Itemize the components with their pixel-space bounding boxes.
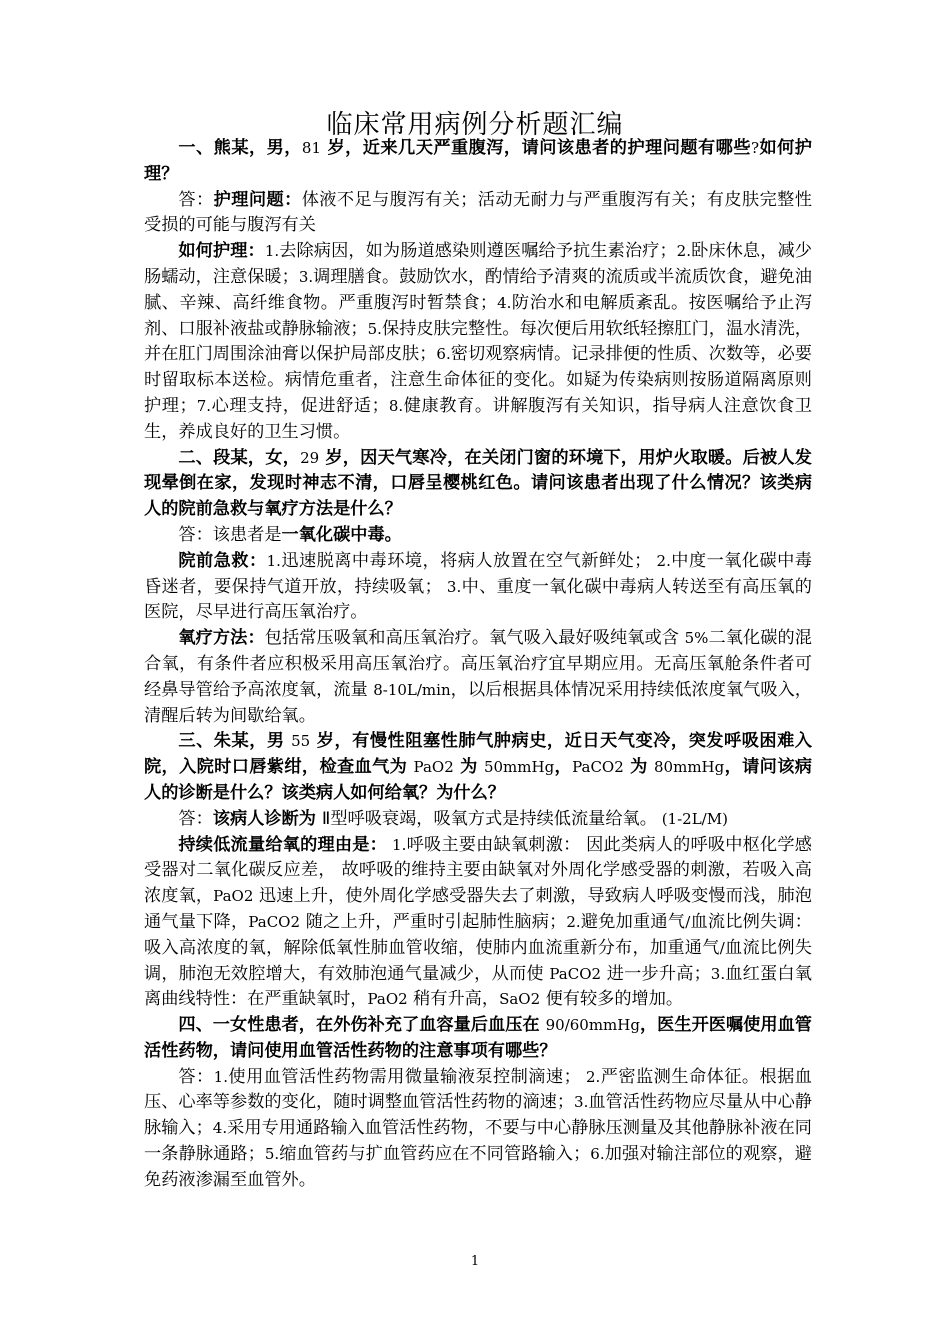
- bold-text: 如何护理？: [144, 138, 812, 184]
- bold-text: 岁，近来几天严重腹泻，请问该患者的护理问题有哪些: [321, 138, 751, 158]
- bold-text: 如何护理：: [178, 241, 265, 262]
- number-text: 8.: [388, 396, 404, 415]
- bold-text: 岁，因天气寒冷，在关闭门窗的环境下，用炉火取暖。后被人发现晕倒在家，发现时神志不清，口唇呈樱桃红色。请问该患者出现了什么情况？该类病人的院前急救与氧疗方法是什么？: [144, 447, 812, 520]
- text-run: 健康教育。讲解腹泻有关知识，指导病人注意饮食卫生，养成良好的卫生习惯。: [144, 395, 812, 442]
- text-run: 采用专用通路输入血管活性药物，不要与中心静脉压测量及其他静脉补液在同一条静脉通路；: [144, 1118, 812, 1165]
- number-text: 7.: [196, 396, 212, 415]
- text-run: 避免加重通气: [580, 911, 686, 932]
- number-text: /: [685, 912, 691, 931]
- text-run: 迅速上升，使外周化学感受器失去了刺激，导致病人呼吸变慢而浅，肺泡通气量下降，: [144, 886, 812, 932]
- number-text: 5%: [684, 629, 709, 648]
- number-text: 1.: [387, 835, 407, 854]
- bold-text: 三、朱某，男: [178, 731, 292, 752]
- text-run: ，以后根据具体情况采用持续低浓度氧气吸入，清醒后转为间歇给氧。: [144, 679, 812, 726]
- question-heading: [144, 729, 812, 806]
- text-run: Ⅱ型呼吸衰竭，吸氧方式是持续低流量给氧。: [321, 808, 657, 829]
- bold-text: 一、熊某，男，: [178, 138, 302, 158]
- answer-paragraph: [144, 188, 812, 240]
- text-run: 去除病因，如为肠道感染则遵医嘱给予抗生素治疗；: [279, 241, 677, 262]
- text-run: 加强对输注部位的观察，避免药液渗漏至血管外。: [144, 1144, 812, 1190]
- text-run: 密切观察病情。记录排便的性质、次数等，必要时留取标本送检。病情危重者，注意生命体征的变化。如疑为传染病则按肠道隔离原则护理；: [144, 344, 812, 416]
- number-text: 3.: [441, 577, 462, 596]
- number-text: PaCO2: [248, 912, 301, 931]
- text-run: 血红蛋白氧离曲线特性：在严重缺氧时，: [144, 963, 812, 1010]
- number-text: PaO2: [413, 758, 454, 777]
- page-number: 1: [470, 1254, 480, 1269]
- number-text: 90/60mmHg: [545, 1016, 640, 1035]
- number-text: 4.: [497, 293, 512, 312]
- bold-text: 岁，有慢性阻塞性肺气肿病史，近日天气变冷，突发呼吸困难入院，入院时口唇紫绀，检查血气为: [144, 731, 812, 778]
- bold-text: 该病人诊断为: [212, 808, 322, 829]
- number-text: 5.: [367, 319, 382, 338]
- number-text: 2.: [651, 551, 671, 570]
- answer-paragraph: [144, 833, 812, 1014]
- text-run: 答：: [178, 1066, 214, 1087]
- number-text: 1.: [266, 551, 281, 570]
- text-run: 血流比例失调，肺泡无效腔增大，有效肺泡通气量减少，从而使: [144, 937, 812, 984]
- text-run: 二氧化碳的混合氧，有条件者应积极采用高压氧治疗。高压氧治疗宜早期应用。无高压氧舱条件者可经鼻导管给予高浓度氧，流量: [144, 628, 812, 700]
- bold-text: ，医生开医嘱使用血管活性药物，请问使用血管活性药物的注意事项有哪些？: [144, 1015, 812, 1061]
- text-run: 包括常压吸氧和高压氧治疗。氧气吸入最好吸纯氧或含: [264, 628, 685, 649]
- number-text: 8-10L/min: [373, 680, 451, 699]
- text-run: 便有较多的增加。: [540, 989, 684, 1010]
- bold-text: 院前急救：: [178, 550, 267, 571]
- answer-paragraph: [144, 549, 812, 626]
- number-text: SaO2: [499, 990, 541, 1009]
- text-run: 心理支持，促进舒适；: [211, 395, 389, 416]
- number-text: /: [719, 938, 725, 957]
- text-run: 进一步升高；: [601, 963, 711, 984]
- number-text: 3.: [710, 964, 726, 983]
- number-text: 2.: [566, 912, 581, 931]
- text-run: 保持皮肤完整性。每次便后用软纸轻擦肛门，温水清洗，并在肛门周围涂油膏以保护局部皮肤；: [144, 318, 812, 365]
- answer-paragraph: [144, 626, 812, 729]
- number-text: 2.: [676, 242, 691, 261]
- bold-text: 二、段某，女，: [178, 447, 301, 468]
- number-text: 3.: [574, 1093, 589, 1112]
- number-text: 81: [301, 139, 322, 157]
- number-text: 80mmHg: [654, 758, 725, 777]
- answer-paragraph: [144, 523, 812, 549]
- bold-text: ，请问该病人的诊断是什么？该类病人如何给氧？为什么？: [144, 757, 812, 803]
- number-text: 50mmHg: [483, 758, 555, 777]
- document-title: 临床常用病例分析题汇编: [326, 110, 624, 140]
- bold-text: 为: [623, 757, 655, 778]
- text-run: 调理膳食。鼓励饮水，酌情给予清爽的流质或半流质饮食，避免油腻、辛辣、高纤维食物。严重腹泻时暂禁食；: [144, 266, 812, 313]
- question-heading: [144, 446, 812, 523]
- document-body: [144, 136, 812, 1194]
- number-text: PaCO2: [549, 964, 602, 983]
- text-run: 中度一氧化碳中毒昏迷者，要保持气道开放，持续吸氧；: [144, 550, 812, 597]
- answer-paragraph: [144, 1065, 812, 1194]
- bold-text: 护理问题：: [213, 189, 302, 210]
- number-text: 5.: [264, 1145, 280, 1164]
- number-text: 6.: [436, 345, 451, 364]
- number-text: 1.: [264, 242, 280, 261]
- text-run: 答：该患者是: [178, 524, 282, 545]
- text-run: 随之上升，严重时引起肺性脑病；: [300, 911, 567, 932]
- bold-text: 持续低流量给氧的理由是：: [178, 834, 388, 855]
- text-run: 中、重度一氧化碳中毒病人转送至有高压氧的医院，尽早进行高压氧治疗。: [144, 576, 812, 623]
- bold-text: 四、一女性患者，在外伤补充了血容量后血压在: [178, 1015, 546, 1036]
- question-heading: [144, 136, 812, 188]
- number-text: 3.: [298, 267, 314, 286]
- text-run: 迅速脱离中毒环境，将病人放置在空气新鲜处；: [280, 550, 652, 571]
- bold-text: 为: [453, 757, 484, 778]
- text-run: 答：: [178, 808, 213, 829]
- number-text: PaCO2: [572, 758, 624, 777]
- text-run: 血流比例失调：吸入高浓度的氧，解除低氧性肺血管收缩，使肺内血流重新分布，加重通气: [144, 911, 812, 958]
- number-text: 6.: [590, 1145, 605, 1164]
- number-text: 2.: [580, 1067, 601, 1086]
- text-run: 呼吸主要由缺氧刺激： 因此类病人的呼吸中枢化学感受器对二氧化碳反应差， 故呼吸的维持主要由缺氧对外周化学感受器的刺激，若吸入高浓度氧，: [144, 834, 812, 907]
- number-text: 1.: [213, 1067, 228, 1086]
- number-text: PaO2: [213, 887, 254, 906]
- number-text: 4.: [212, 1119, 228, 1138]
- answer-paragraph: [144, 807, 812, 833]
- text-run: 卧床休息，减少肠蠕动，注意保暖；: [144, 241, 812, 287]
- text-run: 血管活性药物应尽量从中心静脉输入；: [144, 1092, 812, 1139]
- bold-text: 氧疗方法：: [178, 628, 265, 649]
- question-heading: [144, 1013, 812, 1065]
- bold-text: 一氧化碳中毒。: [281, 524, 402, 545]
- text-run: 体液不足与腹泻有关；活动无耐力与严重腹泻有关；有皮肤完整性受损的可能与腹泻有关: [144, 189, 812, 236]
- text-run: 防治水和电解质紊乱。按医嘱给予止泻剂、口服补液盐或静脉输液；: [144, 292, 812, 339]
- text-run: 稍有升高，: [407, 989, 500, 1010]
- number-text: 29: [300, 448, 320, 467]
- text-run: 严密监测生命体征。根据血压、心率等参数的变化，随时调整血管活性药物的滴速；: [144, 1066, 812, 1113]
- text-run: 使用血管活性药物需用微量输液泵控制滴速；: [227, 1066, 581, 1087]
- number-text: 55: [291, 732, 311, 751]
- text-run: 答：: [178, 189, 214, 210]
- answer-paragraph: [144, 239, 812, 445]
- number-text: ?: [750, 139, 760, 157]
- text-run: 缩血管药与扩血管药应在不同管路输入；: [279, 1144, 591, 1165]
- bold-text: ，: [554, 757, 573, 778]
- number-text: PaO2: [367, 990, 408, 1009]
- number-text: (1-2L/M): [656, 809, 728, 828]
